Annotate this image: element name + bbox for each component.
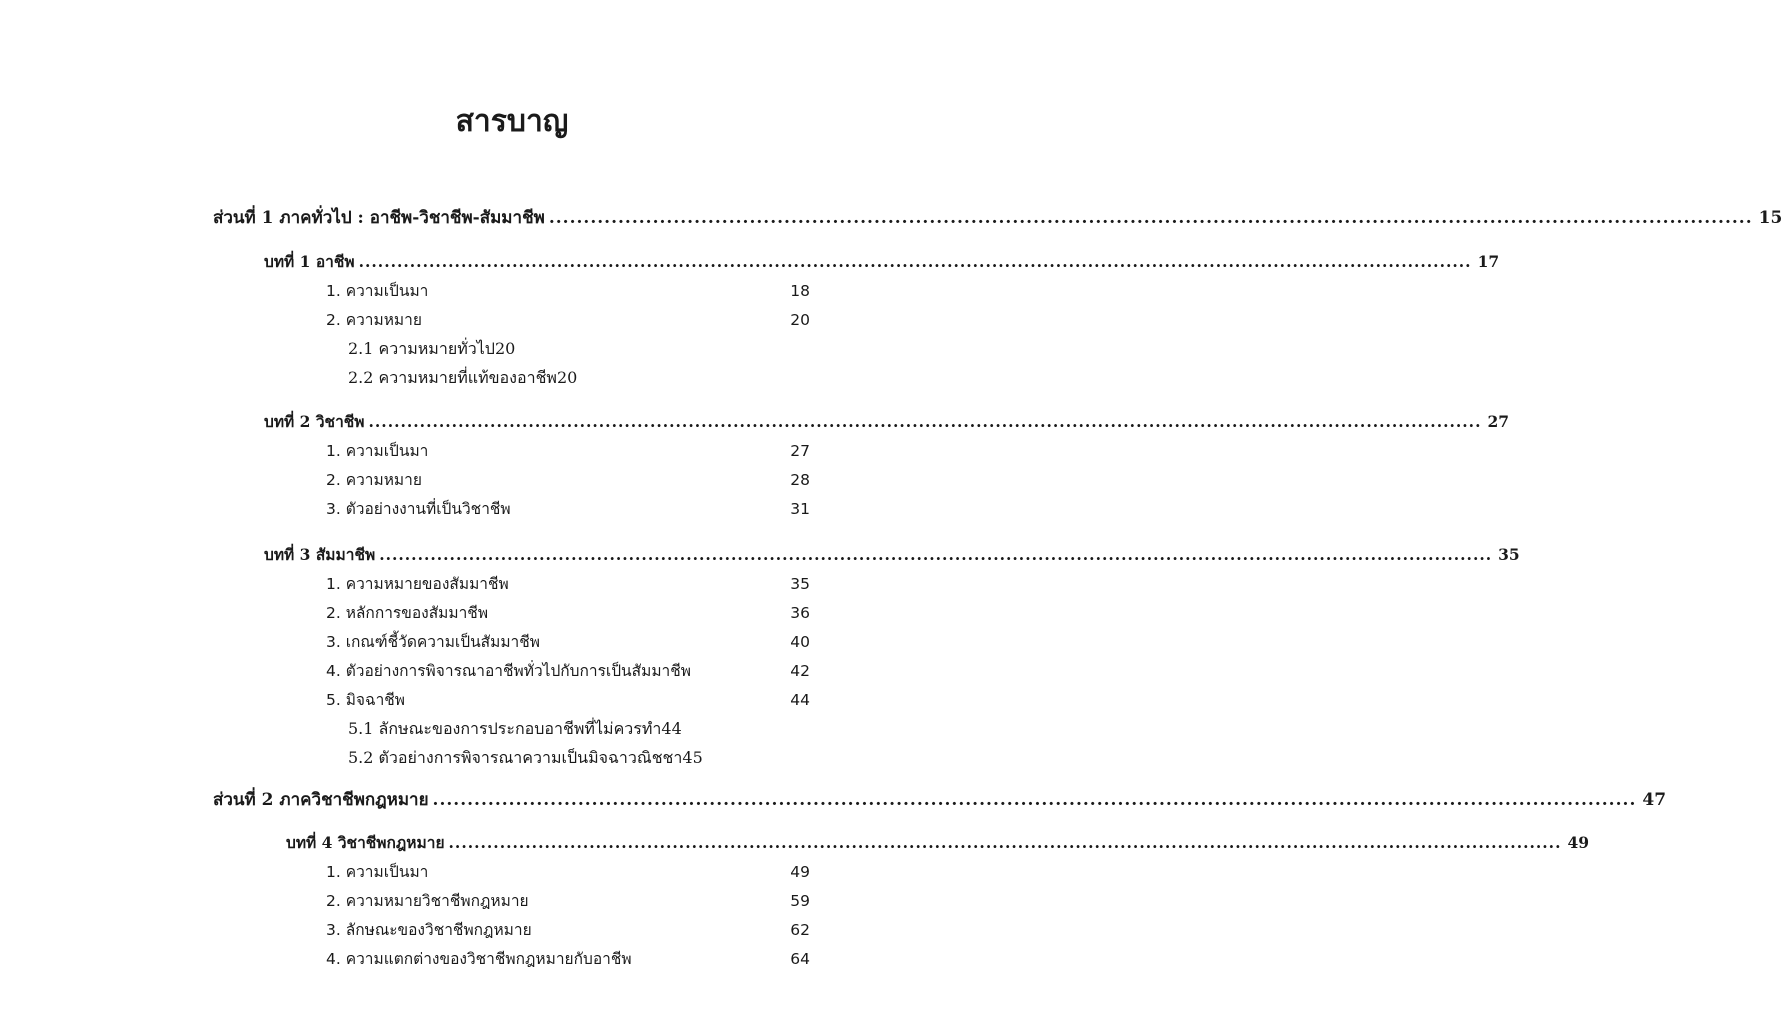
toc-page-number: 44 [790, 691, 810, 709]
toc-chapter-row [286, 830, 1590, 856]
toc-entry-label: 5.2 ตัวอย่างการพิจารณาความเป็นมิจฉาวณิชชา [348, 748, 683, 767]
toc-entry-label: 2.2 ความหมายที่แท้ของอาชีพ [348, 368, 557, 387]
toc-entry-label: 3. ลักษณะของวิชาชีพกฎหมาย [326, 921, 532, 939]
toc-page-number: 36 [790, 604, 810, 622]
toc-page-number: 62 [790, 921, 810, 939]
toc-entry-label: 2. ความหมายวิชาชีพกฎหมาย [326, 892, 529, 910]
toc-page-number: 42 [790, 662, 810, 680]
toc-item-row [326, 438, 810, 464]
toc-page-number: 20 [556, 368, 578, 387]
dot-leader: .............................................................................................................................................................................. [358, 252, 1472, 271]
toc-page-number: 15 [1758, 208, 1782, 228]
toc-page-number: 18 [790, 282, 810, 300]
toc-entry-label: 2. ความหมาย [326, 311, 422, 329]
toc-subitem-row [348, 716, 810, 742]
toc-part-row [213, 205, 1782, 231]
toc-entry-label: บทที่ 3 สัมมาชีพ [264, 545, 376, 564]
toc-item-row [326, 658, 810, 684]
toc-chapter-row [264, 249, 1500, 275]
toc-item-row [326, 629, 810, 655]
toc-entry-label: บทที่ 1 อาชีพ [264, 252, 355, 271]
toc-entry-label: ส่วนที่ 1 ภาคทั่วไป : อาชีพ-วิชาชีพ-สัมมาชีพ [213, 208, 545, 228]
toc-entry-label: 1. ความเป็นมา [326, 863, 429, 881]
toc-subitem-row [348, 745, 810, 771]
toc-page-number: 27 [1487, 412, 1510, 431]
toc-entry-label: 5.1 ลักษณะของการประกอบอาชีพที่ไม่ควรทำ [348, 719, 662, 738]
toc-chapter-row [264, 409, 1510, 435]
toc-entry-label: 1. ความเป็นมา [326, 282, 429, 300]
toc-page-number: 31 [790, 500, 810, 518]
toc-item-row [326, 888, 810, 914]
toc-item-row [326, 946, 810, 972]
toc-entry-label: 1. ความหมายของสัมมาชีพ [326, 575, 509, 593]
toc-entry-label: 3. ตัวอย่างงานที่เป็นวิชาชีพ [326, 500, 511, 518]
toc-entry-label: 3. เกณฑ์ชี้วัดความเป็นสัมมาชีพ [326, 633, 540, 651]
toc-entry-label: 1. ความเป็นมา [326, 442, 429, 460]
dot-leader: .............................................................................................................................................................................. [368, 412, 1482, 431]
dot-leader: .............................................................................................................................................................................. [379, 545, 1493, 564]
toc-page-number: 27 [790, 442, 810, 460]
toc-subitem-row [348, 336, 810, 362]
toc-chapter-row [264, 542, 1520, 568]
toc-page-number: 59 [790, 892, 810, 910]
toc-item-row [326, 307, 810, 333]
toc-entry-label: 2. หลักการของสัมมาชีพ [326, 604, 489, 622]
dot-leader: .............................................................................................................................................................................. [432, 790, 1637, 810]
toc-page-number: 35 [790, 575, 810, 593]
toc-entry-label: บทที่ 4 วิชาชีพกฎหมาย [286, 833, 445, 852]
dot-leader: .............................................................................................................................................................................. [448, 833, 1562, 852]
toc-entry-label: 4. ความแตกต่างของวิชาชีพกฎหมายกับอาชีพ [326, 950, 632, 968]
toc-item-row [326, 571, 810, 597]
toc-page-number: 35 [1498, 545, 1520, 564]
page-title: สารบาญ [455, 104, 569, 139]
toc-item-row [326, 917, 810, 943]
toc-page-number: 20 [494, 339, 516, 358]
toc-page-number: 44 [661, 719, 682, 738]
toc-page-number: 28 [790, 471, 810, 489]
toc-entry-label: ส่วนที่ 2 ภาควิชาชีพกฎหมาย [213, 790, 429, 810]
toc-item-row [326, 496, 810, 522]
toc-item-row [326, 278, 810, 304]
toc-page-number: 40 [790, 633, 810, 651]
toc-item-row [326, 600, 810, 626]
toc-item-row [326, 687, 810, 713]
toc-page-number: 20 [790, 311, 810, 329]
toc-page-number: 45 [682, 748, 703, 767]
toc-entry-label: 5. มิจฉาชีพ [326, 691, 406, 709]
toc-page-number: 17 [1477, 252, 1500, 271]
toc-entry-label: 2. ความหมาย [326, 471, 422, 489]
dot-leader: .............................................................................................................................................................................. [548, 208, 1753, 228]
toc-page-number: 64 [790, 950, 810, 968]
toc-page-number: 47 [1642, 790, 1667, 810]
toc-part-row [213, 787, 1667, 813]
toc-item-row [326, 467, 810, 493]
toc-page-number: 49 [790, 863, 810, 881]
toc-item-row [326, 859, 810, 885]
toc-subitem-row [348, 365, 810, 391]
toc-entry-label: 4. ตัวอย่างการพิจารณาอาชีพทั่วไปกับการเป็นสัมมาชีพ [326, 662, 691, 680]
toc-entry-label: 2.1 ความหมายทั่วไป [348, 339, 495, 358]
toc-entry-label: บทที่ 2 วิชาชีพ [264, 412, 365, 431]
toc-page-number: 49 [1567, 833, 1590, 852]
